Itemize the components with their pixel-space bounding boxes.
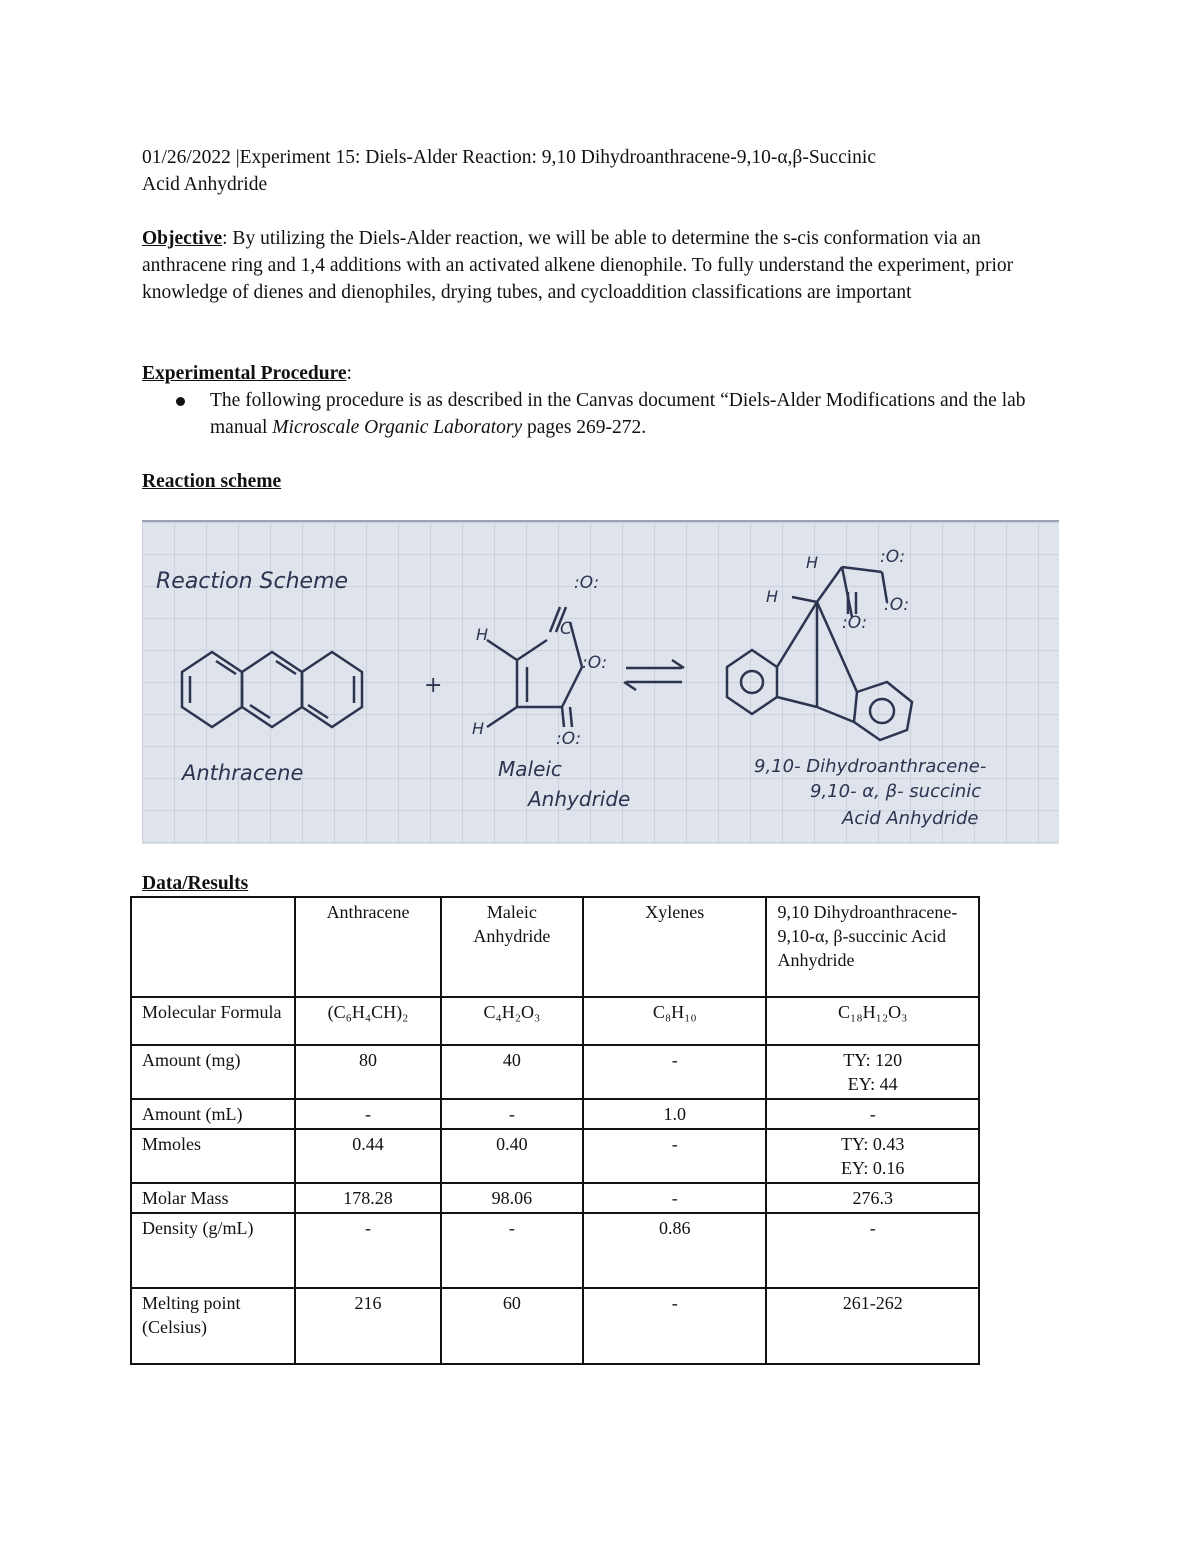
table-cell: 276.3 (766, 1183, 979, 1213)
table-row (131, 1129, 979, 1183)
table-cell: 0.44 (295, 1129, 440, 1183)
product-oxygen-top: :O: (880, 547, 906, 567)
table-cell: 0.40 (441, 1129, 583, 1183)
document-header (142, 144, 1062, 198)
product-label-3: Acid Anhydride (842, 808, 979, 829)
table-cell (766, 1045, 979, 1099)
table-cell: 178.28 (295, 1183, 440, 1213)
procedure-book-title: Microscale Organic Laboratory (272, 417, 523, 438)
objective-paragraph (142, 225, 1062, 306)
scheme-heading: Reaction scheme (142, 471, 282, 492)
objective-section (142, 225, 1062, 306)
row-label: Mmoles (131, 1129, 295, 1183)
table-cell: - (583, 1129, 766, 1183)
maleic-oxygen-ring: :O: (582, 653, 608, 673)
table-cell: - (295, 1099, 440, 1129)
product-label-2: 9,10- α, β- succinic (810, 781, 982, 802)
table-row (131, 1288, 979, 1364)
maleic-carbon: C (560, 619, 572, 639)
table-row (131, 1213, 979, 1288)
objective-label: Objective (142, 228, 223, 249)
row-label: Density (g/mL) (131, 1213, 295, 1288)
table-cell: 60 (441, 1288, 583, 1364)
procedure-heading (142, 360, 1062, 387)
header-line-2: Acid Anhydride (142, 174, 268, 195)
table-header-cell: Anthracene (295, 897, 440, 997)
product-h-left: H (766, 587, 779, 606)
table-cell: 98.06 (441, 1183, 583, 1213)
objective-text: : By utilizing the Diels-Alder reaction, we will be able to determine the s-cis conformation via an anthracene ring and 1,4 additions with an activated alkene dienophile. To fully understand the experiment, prior knowledge of dienes and dienophiles, drying tubes, and cycloaddition classifications are important (142, 228, 1014, 303)
table-cell: 0.86 (583, 1213, 766, 1288)
table-cell: 80 (295, 1045, 440, 1099)
plus-sign: + (424, 673, 443, 698)
procedure-list (142, 387, 1062, 441)
table-header-cell: Xylenes (583, 897, 766, 997)
table-row (131, 1045, 979, 1099)
table-cell: - (295, 1213, 440, 1288)
table-cell-line: EY: 0.16 (841, 1158, 905, 1178)
table-cell-line: TY: 0.43 (841, 1134, 905, 1154)
maleic-oxygen-top: :O: (574, 573, 600, 593)
table-cell: - (441, 1099, 583, 1129)
header-line-1: 01/26/2022 |Experiment 15: Diels-Alder Reaction: 9,10 Dihydroanthracene-9,10-α,β-Succinic (142, 147, 876, 168)
table-row (131, 1099, 979, 1129)
maleic-label-2: Anhydride (528, 787, 631, 811)
table-row (131, 1183, 979, 1213)
table-cell: - (766, 1099, 979, 1129)
table-cell: 216 (295, 1288, 440, 1364)
reaction-scheme-photo (142, 520, 1059, 844)
product-oxygen-bottom: :O: (842, 613, 868, 633)
scheme-photo-title: Reaction Scheme (156, 569, 349, 594)
table-cell: (C₆H₄CH)₂ (295, 997, 440, 1045)
row-label: Amount (mL) (131, 1099, 295, 1129)
scheme-heading-block (142, 468, 1062, 495)
row-label: Molecular Formula (131, 997, 295, 1045)
product-oxygen-ring: :O: (884, 595, 910, 615)
procedure-text-pre: The following procedure is as described in the Canvas document “Diels-Alder Modifications and the lab manual (210, 390, 1026, 438)
results-heading-block (142, 870, 1062, 897)
row-label: Melting point (Celsius) (131, 1288, 295, 1364)
table-header-cell (131, 897, 295, 997)
row-label: Molar Mass (131, 1183, 295, 1213)
procedure-section (142, 360, 1062, 441)
maleic-h-bottom: H (472, 719, 485, 738)
table-header-cell: 9,10 Dihydroanthracene-9,10-α, β-succinic Acid Anhydride (766, 897, 979, 997)
maleic-label-1: Maleic (498, 757, 562, 781)
table-cell: - (583, 1045, 766, 1099)
table-cell: C₈H₁₀ (583, 997, 766, 1045)
bullet-icon (176, 397, 185, 406)
product-h-top: H (806, 553, 819, 572)
product-label-1: 9,10- Dihydroanthracene- (754, 756, 987, 777)
table-cell: C₁₈H₁₂O₃ (766, 997, 979, 1045)
table-cell (766, 1129, 979, 1183)
reaction-scheme-drawing (142, 522, 1059, 844)
table-cell: - (583, 1183, 766, 1213)
procedure-colon: : (346, 363, 352, 384)
maleic-oxygen-bottom: :O: (556, 729, 582, 749)
table-cell-line: TY: 120 (843, 1050, 903, 1070)
procedure-label: Experimental Procedure (142, 363, 347, 384)
anthracene-label: Anthracene (182, 761, 304, 785)
procedure-bullet-item (142, 387, 1062, 441)
procedure-text-post: pages 269-272. (522, 417, 647, 438)
table-header-row (131, 897, 979, 997)
table-cell: 40 (441, 1045, 583, 1099)
table-cell: C₄H₂O₃ (441, 997, 583, 1045)
table-cell-line: EY: 44 (847, 1074, 898, 1094)
table-header-cell: Maleic Anhydride (441, 897, 583, 997)
row-label: Amount (mg) (131, 1045, 295, 1099)
maleic-h-top: H (476, 625, 489, 644)
results-heading: Data/Results (142, 873, 249, 894)
results-table (130, 896, 980, 1365)
table-cell: - (766, 1213, 979, 1288)
table-row (131, 997, 979, 1045)
table-cell: 261-262 (766, 1288, 979, 1364)
table-cell: - (441, 1213, 583, 1288)
table-cell: 1.0 (583, 1099, 766, 1129)
table-cell: - (583, 1288, 766, 1364)
